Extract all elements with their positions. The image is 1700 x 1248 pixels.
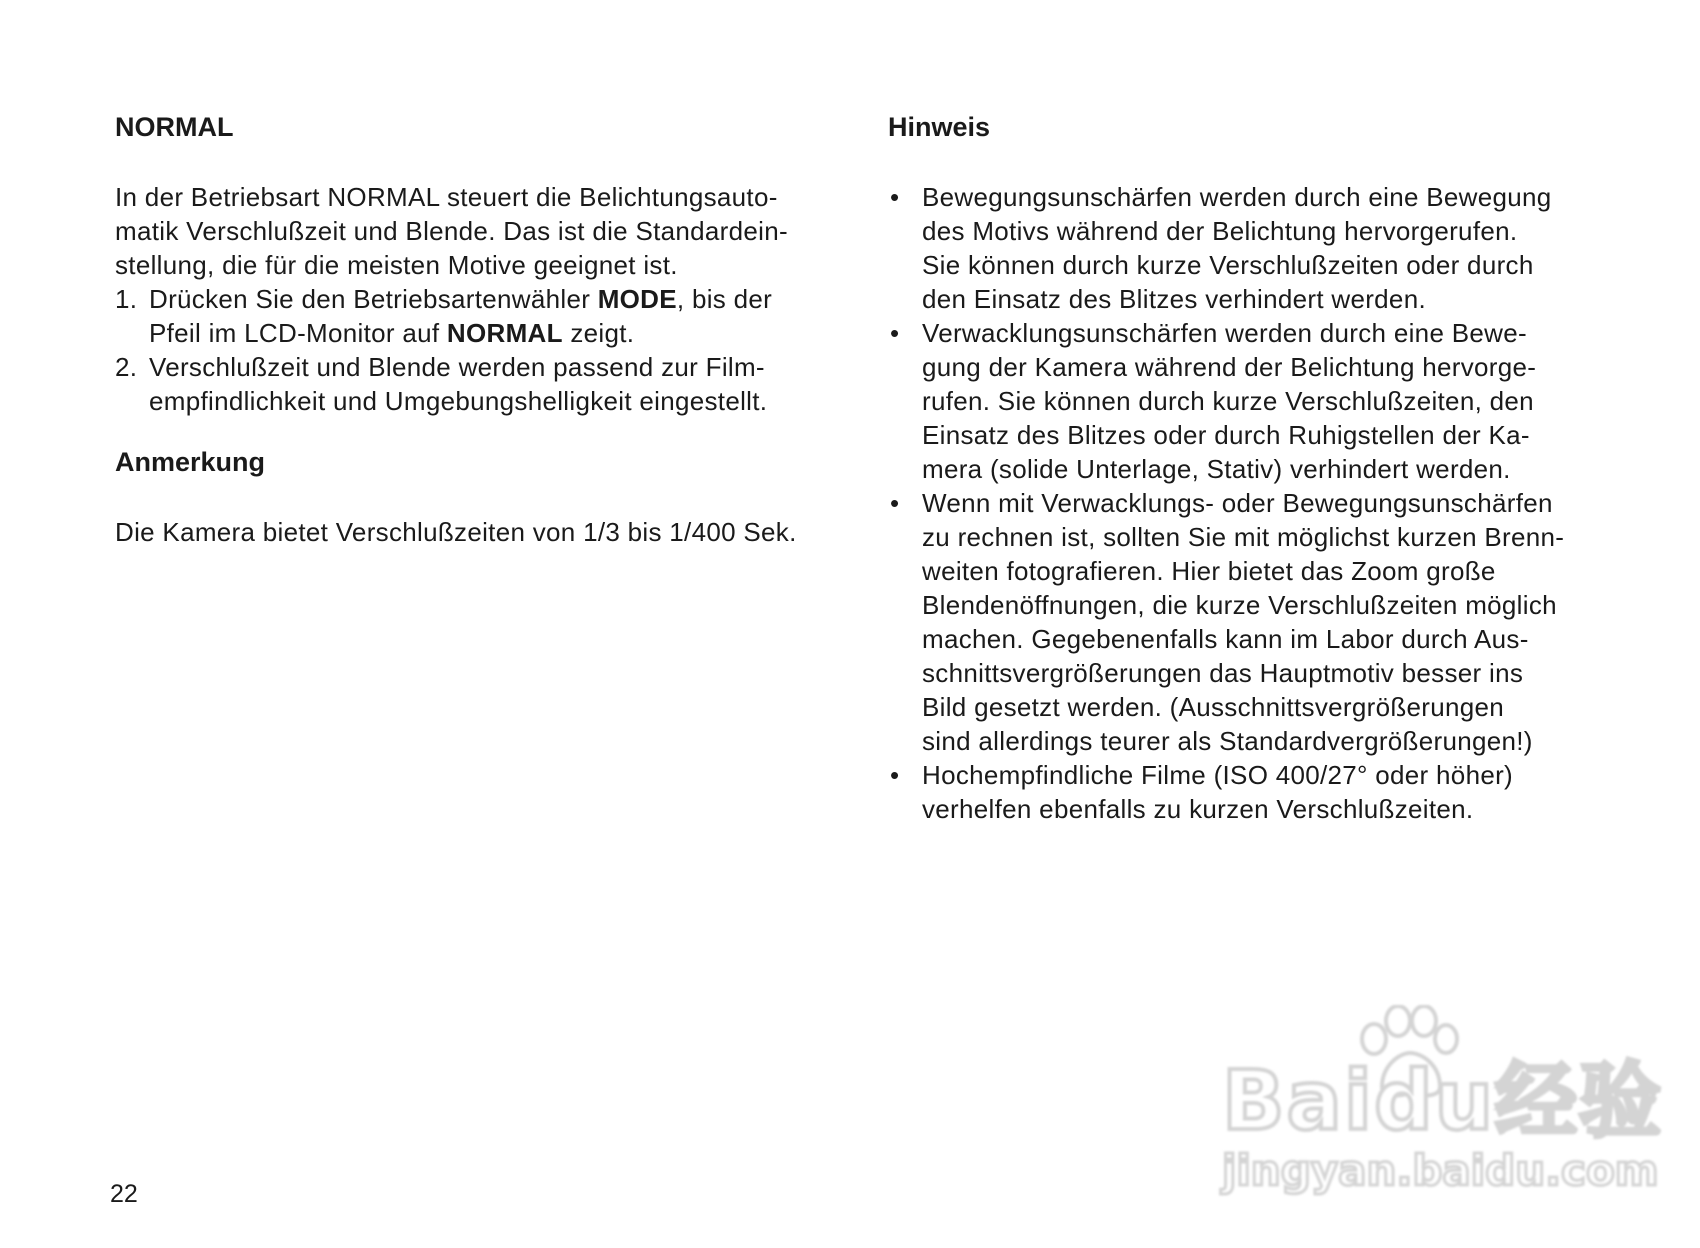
bullet-line: Blendenöffnungen, die kurze Verschlußzeiten möglich: [922, 590, 1557, 620]
bullet-line: verhelfen ebenfalls zu kurzen Verschlußzeiten.: [922, 794, 1474, 824]
normal-keyword: NORMAL: [446, 318, 563, 348]
page-number: 22: [110, 1180, 138, 1208]
numbered-step: [115, 350, 855, 418]
bullet-icon: •: [890, 760, 900, 790]
bullet-line: Wenn mit Verwacklungs- oder Bewegungsunschärfen: [922, 488, 1553, 518]
watermark-brand: Baidu经验: [1222, 1054, 1664, 1149]
bullet-item: [888, 316, 1633, 486]
bullet-line: des Motivs während der Belichtung hervorgerufen.: [922, 216, 1518, 246]
bullet-line: Bild gesetzt werden. (Ausschnittsvergrößerungen: [922, 692, 1505, 722]
section-heading-hinweis: Hinweis: [888, 112, 991, 142]
bullet-line: machen. Gegebenenfalls kann im Labor durch Aus-: [922, 624, 1529, 654]
section-heading-anmerkung: Anmerkung: [115, 447, 266, 477]
bullet-line: schnittsvergrößerungen das Hauptmotiv besser ins: [922, 658, 1524, 688]
bullet-line: Verwacklungsunschärfen werden durch eine Bewe-: [922, 318, 1527, 348]
step-number: 2.: [115, 352, 138, 382]
step-line: [149, 282, 855, 316]
step-text: Pfeil im LCD-Monitor auf: [149, 318, 447, 348]
bullet-line: Sie können durch kurze Verschlußzeiten oder durch: [922, 250, 1534, 280]
step-line: Verschlußzeit und Blende werden passend zur Film-: [149, 352, 765, 382]
numbered-step: [115, 282, 855, 350]
bullet-icon: •: [890, 488, 900, 518]
intro-line: matik Verschlußzeit und Blende. Das ist die Standardein-: [115, 216, 788, 246]
step-line: empfindlichkeit und Umgebungshelligkeit eingestellt.: [149, 386, 768, 416]
step-text: Drücken Sie den Betriebsartenwähler: [149, 284, 598, 314]
note-line: Die Kamera bietet Verschlußzeiten von 1/3 bis 1/400 Sek.: [115, 517, 797, 547]
watermark-url: jingyan.baidu.com: [1222, 1146, 1659, 1195]
intro-paragraph: [115, 180, 855, 418]
section-heading-normal: NORMAL: [115, 112, 234, 142]
bullet-line: zu rechnen ist, sollten Sie mit möglichst kurzen Brenn-: [922, 522, 1565, 552]
baidu-watermark: [1222, 1005, 1664, 1195]
bullet-list: [888, 180, 1633, 826]
bullet-line: weiten fotografieren. Hier bietet das Zoom große: [922, 556, 1496, 586]
bullet-line: rufen. Sie können durch kurze Verschlußzeiten, den: [922, 386, 1534, 416]
step-line: [149, 316, 855, 350]
intro-line: stellung, die für die meisten Motive geeignet ist.: [115, 250, 678, 280]
bullet-line: den Einsatz des Blitzes verhindert werden.: [922, 284, 1426, 314]
step-text: , bis der: [676, 284, 773, 314]
bullet-line: sind allerdings teurer als Standardvergrößerungen!): [922, 726, 1533, 756]
bullet-icon: •: [890, 318, 900, 348]
intro-line: In der Betriebsart NORMAL steuert die Belichtungsauto-: [115, 182, 778, 212]
bullet-item: [888, 180, 1633, 316]
bullet-icon: •: [890, 182, 900, 212]
mode-keyword: MODE: [597, 284, 677, 314]
step-text: zeigt.: [562, 318, 635, 348]
note-paragraph: [115, 515, 855, 549]
step-number: 1.: [115, 284, 138, 314]
bullet-line: Hochempfindliche Filme (ISO 400/27° oder höher): [922, 760, 1513, 790]
bullet-line: gung der Kamera während der Belichtung hervorge-: [922, 352, 1537, 382]
bullet-item: [888, 486, 1633, 758]
bullet-line: Bewegungsunschärfen werden durch eine Bewegung: [922, 182, 1552, 212]
bullet-line: mera (solide Unterlage, Stativ) verhindert werden.: [922, 454, 1511, 484]
bullet-line: Einsatz des Blitzes oder durch Ruhigstellen der Ka-: [922, 420, 1530, 450]
bullet-item: [888, 758, 1633, 826]
